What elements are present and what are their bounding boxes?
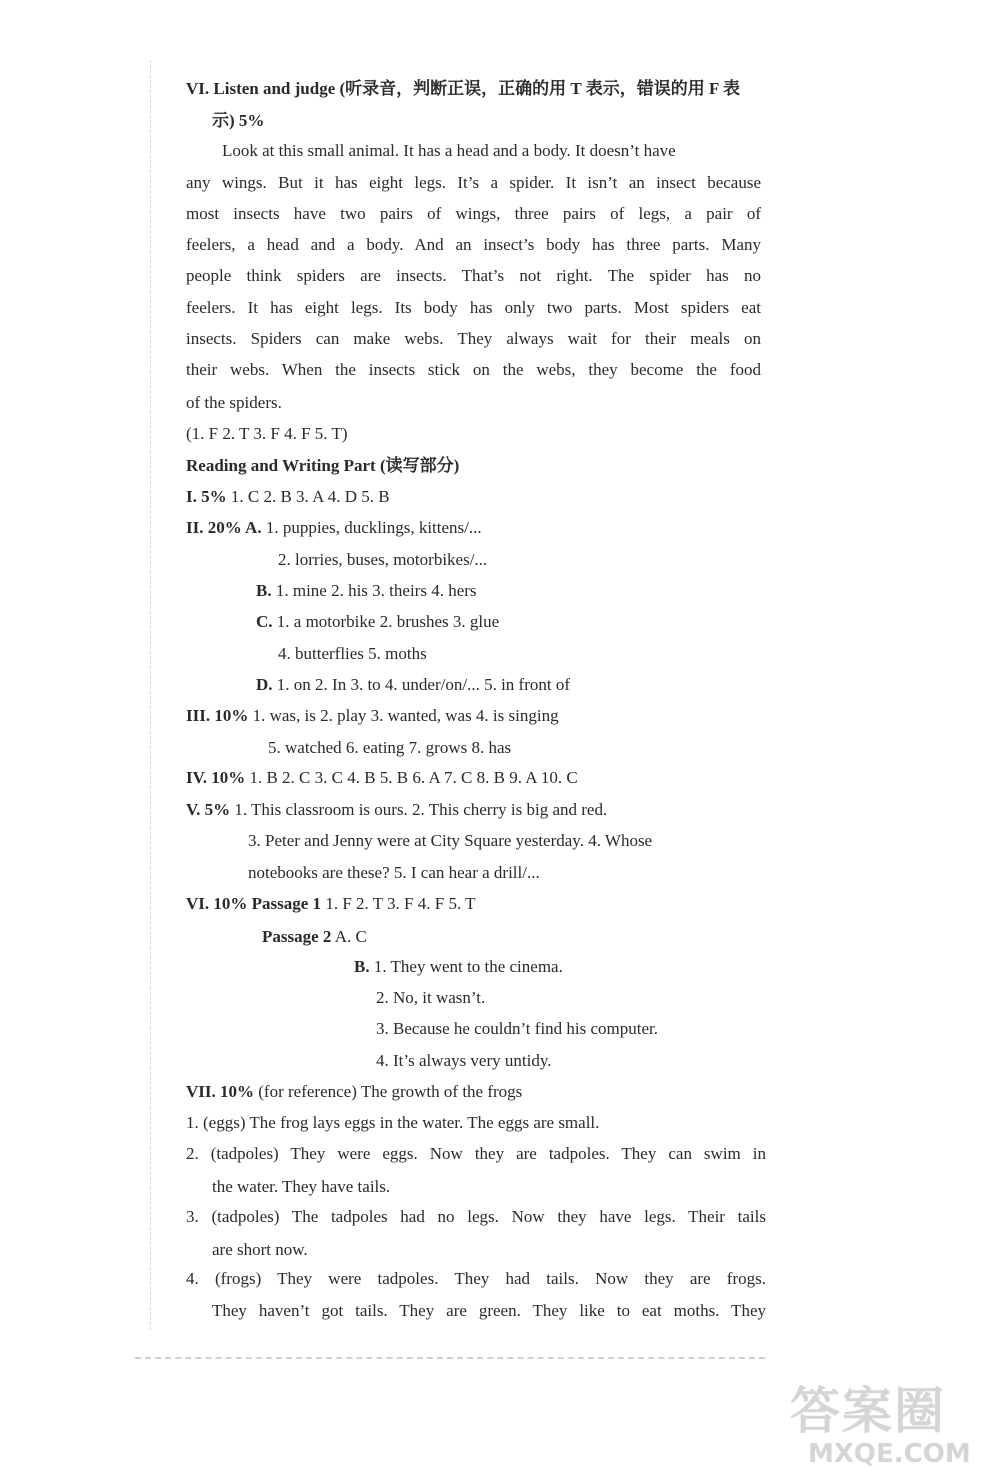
margin-dashed-line (150, 60, 151, 1330)
section-2-d (256, 674, 570, 696)
section-7-title (186, 1081, 522, 1103)
section-2-d-label: D. (256, 675, 273, 694)
section-6-label: VI. 10% Passage 1 (186, 894, 322, 913)
passage-line: insects. Spiders can make webs. They always wait for their meals on (186, 329, 761, 348)
section-7-line: 1. (eggs) The frog lays eggs in the water. The eggs are small. (186, 1113, 600, 1132)
reading-writing-heading: Reading and Writing Part (读写部分) (186, 456, 460, 475)
watermark-logo (790, 1383, 990, 1471)
section-4-answers: 1. B 2. C 3. C 4. B 5. B 6. A 7. C 8. B 9. A 10. C (245, 768, 578, 787)
section-4 (186, 767, 578, 789)
section-2-a1: 1. puppies, ducklings, kittens/... (261, 518, 482, 537)
section-6-b1 (354, 956, 563, 978)
bottom-dashed-line (135, 1357, 765, 1359)
section-2-b (256, 580, 477, 602)
section-3-label: III. 10% (186, 706, 249, 725)
watermark-main-text: 答案圈 (790, 1382, 946, 1440)
section-2-b-label: B. (256, 581, 272, 600)
section-7-line: the water. They have tails. (212, 1177, 391, 1196)
section-5 (186, 799, 607, 821)
passage-line: most insects have two pairs of wings, three pairs of legs, a pair of (186, 204, 761, 223)
listening-title-line2: 示) 5% (212, 111, 265, 130)
section-2-c1-answers: 1. a motorbike 2. brushes 3. glue (272, 612, 500, 631)
section-3-answers-1: 1. was, is 2. play 3. wanted, was 4. is singing (248, 706, 559, 725)
section-6-passage-1 (186, 893, 476, 915)
listening-title-line1: VI. Listen and judge (听录音，判断正误，正确的用 T 表示，错误的用 F 表 (186, 79, 740, 98)
section-2-a2: 2. lorries, buses, motorbikes/... (278, 550, 488, 569)
section-2-label: II. 20% (186, 518, 242, 537)
section-2-b-answers: 1. mine 2. his 3. theirs 4. hers (271, 581, 477, 600)
section-2-c1 (256, 611, 499, 633)
section-5-answers-3: notebooks are these? 5. I can hear a drill/... (248, 863, 540, 882)
passage-line: people think spiders are insects. That’s not right. The spider has no (186, 266, 761, 285)
section-7-line: are short now. (212, 1240, 308, 1259)
section-5-answers-2: 3. Peter and Jenny were at City Square yesterday. 4. Whose (248, 831, 653, 850)
section-5-label: V. 5% (186, 800, 231, 819)
section-6-passage-2-label: Passage 2 (262, 927, 332, 946)
section-2-d-answers: 1. on 2. In 3. to 4. under/on/... 5. in front of (272, 675, 570, 694)
section-6-passage-2-a: A. C (331, 927, 367, 946)
section-2-a-label: A. (241, 518, 262, 537)
section-6-passage-1-answers: 1. F 2. T 3. F 4. F 5. T (321, 894, 476, 913)
passage-line: their webs. When the insects stick on the webs, they become the food (186, 360, 761, 379)
section-6-b3: 3. Because he couldn’t find his computer. (376, 1019, 659, 1038)
section-3 (186, 705, 559, 727)
section-7-title-text: (for reference) The growth of the frogs (254, 1082, 523, 1101)
passage-line: feelers. It has eight legs. Its body has only two parts. Most spiders eat (186, 298, 761, 317)
section-7-line: 2. (tadpoles) They were eggs. Now they are tadpoles. They can swim in (186, 1144, 766, 1163)
section-6-b1-text: 1. They went to the cinema. (369, 957, 563, 976)
passage-line: any wings. But it has eight legs. It’s a spider. It isn’t an insect because (186, 173, 761, 192)
section-1-label: I. 5% (186, 487, 227, 506)
passage-line: feelers, a head and a body. And an insect’s body has three parts. Many (186, 235, 761, 254)
section-2-a (186, 517, 482, 539)
passage-line: of the spiders. (186, 393, 282, 412)
section-2-c-label: C. (256, 612, 273, 631)
section-7-line: 3. (tadpoles) The tadpoles had no legs. Now they have legs. Their tails (186, 1207, 766, 1226)
watermark-sub-text: MXQE.COM (808, 1439, 971, 1469)
section-6-b2: 2. No, it wasn’t. (376, 988, 486, 1007)
section-6-passage-2 (262, 926, 367, 948)
section-5-answers-1: 1. This classroom is ours. 2. This cherry is big and red. (230, 800, 608, 819)
section-1 (186, 486, 390, 508)
section-6-b-label: B. (354, 957, 370, 976)
listening-answers: (1. F 2. T 3. F 4. F 5. T) (186, 424, 348, 443)
section-4-label: IV. 10% (186, 768, 246, 787)
section-7-line: 4. (frogs) They were tadpoles. They had tails. Now they are frogs. (186, 1269, 766, 1288)
section-7-label: VII. 10% (186, 1082, 255, 1101)
section-2-c2: 4. butterflies 5. moths (278, 644, 427, 663)
section-7-line: They haven’t got tails. They are green. They like to eat moths. They (212, 1301, 766, 1320)
passage-line: Look at this small animal. It has a head and a body. It doesn’t have (222, 141, 676, 160)
section-3-answers-2: 5. watched 6. eating 7. grows 8. has (268, 738, 512, 757)
section-6-b4: 4. It’s always very untidy. (376, 1051, 552, 1070)
section-1-answers: 1. C 2. B 3. A 4. D 5. B (226, 487, 390, 506)
